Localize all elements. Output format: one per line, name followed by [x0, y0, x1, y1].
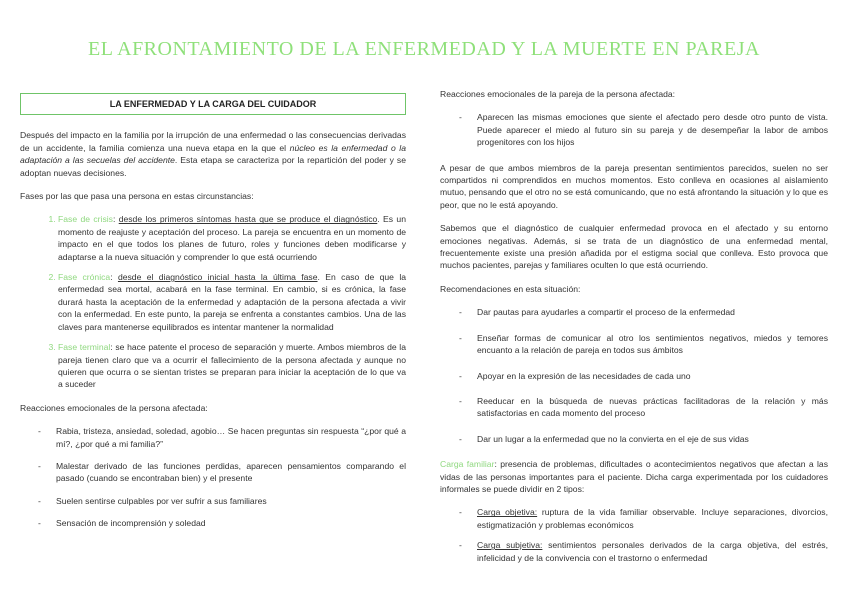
list-item: - Aparecen las mismas emociones que siente el afectado pero desde otro punto de vista. Puede aparecer el miedo al futuro sin su pareja y de desempeñar la labor de ambos progenitores con los hijos	[477, 111, 828, 148]
phase-separator: :	[112, 214, 119, 225]
reactions-list	[20, 425, 406, 529]
list-item	[477, 506, 828, 531]
phase-span: desde los primeros síntomas hasta que se produce el diagnóstico	[118, 214, 378, 225]
paragraph-shared-feelings: A pesar de que ambos miembros de la pareja presentan sentimientos parecidos, suelen no ser compartidos ni comprendidos en muchos momentos. Esto conlleva en ocasiones al aislamiento mutuo, pensando que el otro no se está comunicando, que no está afrontando la situación y lo que es peor, que no le está apoyando.	[440, 162, 828, 210]
left-column	[20, 88, 406, 541]
phase-item	[58, 271, 406, 333]
phase-item	[58, 213, 406, 263]
phase-name: Fase crónica	[58, 272, 111, 283]
burden-term: Carga familiar	[440, 459, 495, 470]
burden-type-text: ruptura de la vida familiar observable. Incluye separaciones, divorcios, estigmatización y problemas económicos	[477, 507, 828, 530]
intro-text-2: . Esta etapa se caracteriza por la repartición del poder y se adoptan nuevas decisiones.	[20, 155, 406, 178]
list-item: - Dar un lugar a la enfermedad que no la convierta en el eje de sus vidas	[477, 433, 828, 445]
burden-type-name: Carga objetiva:	[477, 507, 538, 518]
list-item: - Sensación de incomprensión y soledad	[56, 517, 406, 529]
list-item: - Malestar derivado de las funciones perdidas, aparecen pensamientos comparando el pasado (cuando se encontraban bien) y el presente	[56, 460, 406, 485]
phases-list	[20, 213, 406, 390]
intro-emphasis: núcleo es la enfermedad o la adaptación a las secuelas del accidente	[20, 142, 406, 166]
list-item: - Dar pautas para ayudarles a compartir el proceso de la enfermedad	[477, 306, 828, 318]
list-item: - Apoyar en la expresión de las necesidades de cada uno	[477, 370, 828, 382]
document-title: EL AFRONTAMIENTO DE LA ENFERMEDAD Y LA MUERTE EN PAREJA	[88, 38, 760, 60]
paragraph-diagnosis: Sabemos que el diagnóstico de cualquier enfermedad provoca en el afectado y su entorno emociones negativas. Además, si se trata de un diagnóstico de una enfermedad mental, frecuentemente existe una presión añadida por el estigma social que conlleva. Esto provoca que muchos pacientes, parejas y familiares oculten lo que está ocurriendo.	[440, 223, 828, 271]
phase-description: . Es un momento de reajuste y aceptación del proceso. La pareja se encuentra en un momento de impacto en el que todos los planes de futuro, roles y funciones deben modificarse y adaptarse a la nueva situación y comprender lo que está ocurriendo	[58, 214, 406, 262]
list-item: - Enseñar formas de comunicar al otro los sentimientos negativos, miedos y temores encuanto a la relación de pareja en todos sus ámbitos	[477, 332, 828, 357]
phase-name: Fase de crisis	[58, 214, 113, 225]
reactions-title: Reacciones emocionales de la persona afectada:	[20, 402, 208, 413]
recommendations-title: Recomendaciones en esta situación:	[440, 283, 581, 294]
partner-reactions-list	[440, 111, 828, 148]
burden-separator: :	[494, 459, 501, 470]
burden-type-text: sentimientos personales derivados de la carga objetiva, del estrés, infelicidad y de la convivencia con el trastorno o enfermedad	[477, 540, 828, 563]
phase-item	[58, 341, 406, 391]
list-item: - Reeducar en la búsqueda de nuevas prácticas facilitadoras de la relación y más satisfactorias en cada momento del proceso	[477, 395, 828, 420]
phase-separator: :	[110, 342, 116, 353]
phase-name: Fase terminal	[58, 342, 111, 353]
partner-reactions-title: Reacciones emocionales de la pareja de la persona afectada:	[440, 89, 676, 99]
intro-text-1: Después del impacto en la familia por la irrupción de una enfermedad o las consecuencias derivadas de un accidente, la familia comienza una nueva etapa en la que el	[20, 130, 406, 153]
phase-description: . En caso de que la enfermedad sea mortal, acabará en la fase terminal. En cambio, si es crónica, la fase durará hasta la aceptación de la enfermedad y adaptación de la persona afectada a vivir con la enfermedad. En este punto, la pareja se enfrenta a constantes cambios. Una de las claves para mantenerse equilibrados es intentar mantener la normalidad	[58, 272, 407, 332]
phase-description: se hace patente el proceso de separación y muerte. Ambos miembros de la pareja tienen claro que va a ocurrir el fallecimiento de la persona afectada y aunque no quieren que ocurra o se sientan tristes se preparan para iniciar la aceptación de lo que va a suceder	[58, 342, 406, 390]
right-column	[440, 88, 828, 575]
list-item: - Suelen sentirse culpables por ver sufrir a sus familiares	[56, 495, 406, 507]
burden-paragraph	[440, 458, 828, 495]
phase-separator: :	[110, 272, 118, 283]
recommendations-list	[440, 306, 828, 445]
phase-span: desde el diagnóstico inicial hasta la última fase	[117, 272, 318, 283]
burden-definition: presencia de problemas, dificultades o acontecimientos negativos que afectan a las vidas de las personas importantes para el paciente. Dicha carga experimentada por los cuidadores informales se puede dividir en 2 tipos:	[440, 459, 828, 494]
burden-type-name: Carga subjetiva:	[477, 540, 543, 551]
burden-types-list	[440, 506, 828, 564]
list-item	[477, 539, 828, 564]
section-heading: LA ENFERMEDAD Y LA CARGA DEL CUIDADOR	[20, 93, 406, 115]
intro-paragraph	[20, 129, 406, 179]
phases-intro: Fases por las que pasa una persona en estas circunstancias:	[20, 191, 254, 202]
list-item: - Rabia, tristeza, ansiedad, soledad, agobio… Se hacen preguntas sin respuesta “¿por qué a mí?, ¿por qué a mi familia?”	[56, 425, 406, 450]
